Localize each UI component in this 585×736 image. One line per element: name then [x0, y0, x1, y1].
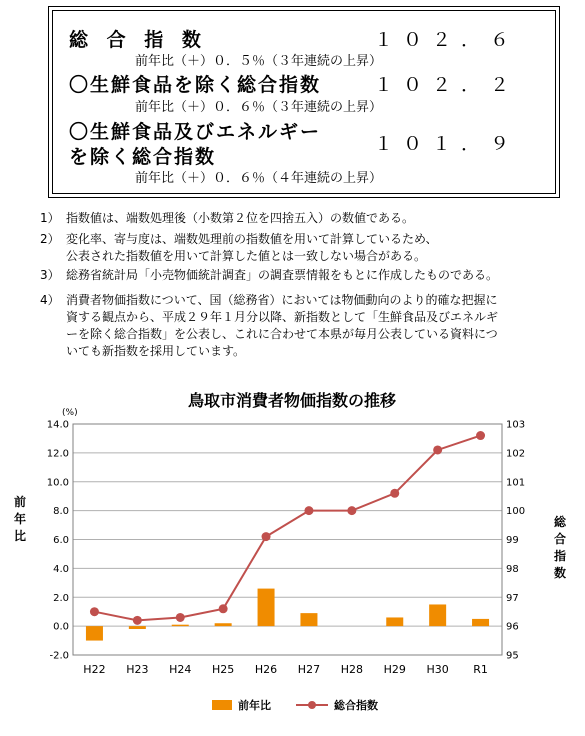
bar-H26	[258, 589, 275, 627]
legend-swatch-bar	[212, 700, 232, 710]
note-4-line-4: いても新指数を採用しています。	[66, 344, 246, 358]
point-H27	[304, 506, 313, 515]
x-tick-label: H25	[212, 663, 235, 676]
bar-H25	[215, 623, 232, 626]
note-number: 1）	[40, 211, 60, 225]
index-value-corecore: １０１．９	[374, 133, 520, 155]
index-label-total: 総 合 指 数	[69, 29, 207, 51]
point-R1	[476, 431, 485, 440]
note-number: 2）	[40, 232, 60, 246]
point-H29	[390, 489, 399, 498]
cpi-chart	[0, 380, 585, 736]
left-tick-label: 8.0	[53, 506, 69, 518]
x-tick-label: H23	[126, 663, 149, 676]
left-tick-label: 0.0	[53, 621, 69, 633]
right-axis-label-char: 総	[553, 515, 567, 529]
left-tick-label: 2.0	[53, 592, 69, 604]
note-4	[40, 292, 498, 309]
chart-axes	[47, 420, 525, 677]
chart-plot-area	[86, 431, 489, 641]
index-value-core: １０２．２	[374, 74, 520, 96]
x-tick-label: H29	[383, 663, 406, 676]
note-2	[40, 231, 438, 248]
point-H23	[133, 616, 142, 625]
legend-label-line: 総合指数	[334, 699, 378, 712]
bar-R1	[472, 619, 489, 626]
bar-H22	[86, 626, 103, 640]
left-tick-label: 10.0	[46, 477, 69, 489]
right-axis-label	[553, 514, 567, 580]
note-2-line-2: 公表された指数値を用いて計算した値とは一致しない場合がある。	[66, 249, 427, 263]
right-axis-label-char: 数	[553, 566, 567, 580]
note-line: 総務省統計局「小売物価統計調査」の調査票情報をもとに作成したものである。	[66, 268, 499, 282]
x-tick-label: H28	[340, 663, 363, 676]
x-tick-label: H30	[426, 663, 449, 676]
left-axis-label-char: 前	[13, 495, 27, 509]
left-tick-label: 12.0	[46, 448, 69, 460]
right-tick-label: 100	[506, 506, 526, 518]
x-tick-label: H24	[169, 663, 192, 676]
x-tick-label: R1	[473, 663, 488, 676]
right-tick-label: 101	[506, 477, 526, 489]
right-tick-label: 103	[506, 419, 526, 431]
chart-legend	[212, 698, 378, 712]
legend-swatch-marker	[308, 701, 316, 709]
bar-H29	[386, 617, 403, 626]
note-line: 消費者物価指数について、国（総務省）においては物価動向のより的確な把握に	[66, 293, 498, 307]
right-tick-label: 98	[506, 563, 519, 575]
left-tick-label: 4.0	[53, 563, 69, 575]
left-tick-label: -2.0	[49, 650, 69, 662]
left-axis-label-char: 年	[13, 512, 27, 526]
bar-H27	[300, 613, 317, 626]
index-sub-corecore: 前年比（＋）０．６％（４年連続の上昇）	[135, 171, 383, 186]
point-H22	[90, 607, 99, 616]
note-line: 変化率、寄与度は、端数処理前の指数値を用いて計算しているため、	[66, 232, 438, 246]
left-tick-label: 14.0	[46, 419, 69, 431]
right-axis-label-char: 指	[553, 549, 567, 563]
index-label-corecore-line1: 〇生鮮食品及びエネルギー	[69, 121, 322, 143]
bar-H24	[172, 625, 189, 626]
note-3	[40, 267, 498, 284]
right-tick-label: 97	[506, 592, 519, 604]
point-H28	[347, 506, 356, 515]
left-axis-unit: (%)	[62, 408, 78, 418]
note-4-line-2: 資する観点から、平成２９年１月分以降、新指数として「生鮮食品及びエネルギ	[66, 310, 499, 324]
left-axis-label	[14, 494, 26, 543]
right-tick-label: 99	[506, 535, 519, 546]
x-tick-label: H26	[254, 663, 278, 676]
point-H25	[219, 604, 228, 613]
bar-H23	[129, 626, 146, 629]
index-label-core: 〇生鮮食品を除く総合指数	[69, 74, 322, 96]
note-number: 4）	[40, 293, 60, 307]
index-sub-total: 前年比（＋）０．５％（３年連続の上昇）	[135, 54, 383, 69]
index-label-corecore-line2: を除く総合指数	[69, 146, 217, 168]
point-H26	[262, 532, 271, 541]
index-sub-core: 前年比（＋）０．６％（３年連続の上昇）	[135, 100, 383, 115]
right-tick-label: 95	[506, 650, 519, 662]
legend-label-bar: 前年比	[238, 699, 271, 712]
x-tick-label: H27	[297, 663, 321, 676]
left-axis-label-char: 比	[13, 529, 27, 543]
note-1	[40, 210, 414, 227]
right-tick-label: 102	[506, 448, 526, 460]
right-tick-label: 96	[506, 621, 519, 633]
right-axis-label-char: 合	[553, 532, 567, 546]
note-line: 指数値は、端数処理後（小数第２位を四捨五入）の数値である。	[66, 211, 415, 225]
x-tick-label: H22	[83, 663, 106, 676]
summary-box	[48, 6, 560, 198]
chart-title: 鳥取市消費者物価指数の推移	[187, 391, 397, 410]
series-line-総合指数	[94, 436, 480, 621]
left-tick-label: 6.0	[53, 535, 69, 546]
point-H24	[176, 613, 185, 622]
bar-H30	[429, 604, 446, 626]
note-number: 3）	[40, 268, 60, 282]
note-4-line-3: ーを除く総合指数」を公表し、これに合わせて本県が毎月公表している資料につ	[66, 327, 498, 341]
point-H30	[433, 445, 442, 454]
index-value-total: １０２．６	[374, 29, 520, 51]
